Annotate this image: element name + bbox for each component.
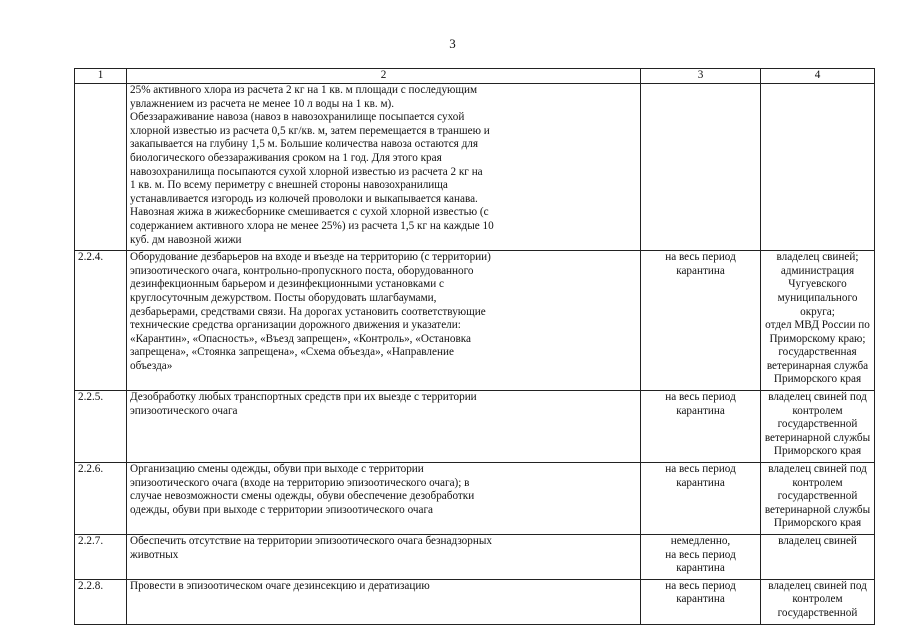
measure-text-line: Навозная жижа в жижесборнике смешивается с сухой хлорной известью (с [130,206,489,219]
deadline [641,535,761,580]
deadline [641,463,761,535]
deadline-line: на весь период [665,463,736,476]
responsible-line: администрация [780,264,855,277]
table-body [75,69,875,625]
responsible-line: ветеринарной службы [764,503,871,516]
table-row [75,535,875,580]
responsible-line: муниципального округа; [777,291,858,318]
table-row [75,84,875,251]
measure-text-line: одежды, обуви при выходе с территории эпизоотического очага [130,503,434,516]
measure-text-line: технические средства организации дорожного движения и указатели: [130,319,461,332]
measure-text [127,251,641,391]
item-number [75,84,127,251]
responsible-line: ветеринарной службы [764,431,871,444]
page-number: 3 [449,36,456,51]
table-row [75,579,875,624]
measure-text [127,463,641,535]
item-number: 2.2.4. [75,251,127,391]
deadline [641,579,761,624]
responsible [761,391,875,463]
measure-text-line: Провести в эпизоотическом очаге дезинсекцию и дератизацию [130,579,430,592]
responsible-line: Приморского края [773,445,862,458]
responsible-line: владелец свиней под [768,579,867,592]
measure-text [127,391,641,463]
measure-text-line: дезбарьерами, средствами связи. На дорогах установить соответствующие [130,305,486,318]
measure-text-line: 25% активного хлора из расчета 2 кг на 1 кв. м площади с последующим [130,84,478,96]
responsible [761,84,875,251]
table-row [75,463,875,535]
responsible-line: владелец свиней [778,535,857,547]
deadline-line: на весь период [665,251,736,264]
measure-text-line: Обеззараживание навоза (навоз в навозохранилище посыпается сухой [130,111,465,124]
responsible [761,463,875,535]
measure-text-line: круглосуточным дежурством. Посты оборудовать шлагбаумами, [130,291,437,304]
deadline-line: на весь период [665,548,736,561]
measure-text-line: хлорной известью из расчета 0,5 кг/кв. м, затем перемещается в траншею и [130,124,490,137]
responsible [761,579,875,624]
responsible [761,251,875,391]
responsible-line: Приморскому краю; [769,332,866,345]
measure-text [127,84,641,251]
responsible-line: Приморского края [773,373,862,386]
item-number: 2.2.5. [75,391,127,463]
responsible-line: владелец свиней под [768,463,867,476]
measure-text-line: Дезобработку любых транспортных средств при их выезде с территории [130,391,477,404]
measure-text-line: навозохранилища посыпаются сухой хлорной известью из расчета 2 кг на [130,165,483,178]
responsible [761,535,875,580]
measure-text-line: биологического обеззараживания сроком на 1 год. Для этого края [130,151,442,164]
responsible-line: контролем государственной [777,476,858,503]
measure-text-line: увлажнением из расчета не менее 10 л воды на 1 кв. м). [130,97,395,110]
deadline [641,84,761,251]
responsible-line: отдел МВД России по [765,319,870,332]
deadline-line: немедленно, [670,535,731,547]
measure-text-line: Оборудование дезбарьеров на входе и въезде на территорию (с территории) [130,251,491,264]
table-header-row [75,69,875,84]
measure-text-line: эпизоотического очага, контрольно-пропускного поста, оборудованного [130,264,474,277]
measure-text-line: Обеспечить отсутствие на территории эпизоотического очага безнадзорных [130,535,492,547]
measure-text-line: устанавливается изгородь из колючей проволоки и выкапывается канава. [130,192,478,205]
measure-text-line: куб. дм навозной жижи [130,233,242,246]
measure-text-line: эпизоотического очага [130,404,238,417]
measure-text-line: 1 кв. м. По всему периметру с внешней стороны навозохранилища [130,179,448,192]
table-row [75,251,875,391]
responsible-line: владелец свиней; [776,251,859,264]
table-row [75,391,875,463]
item-number: 2.2.6. [75,463,127,535]
column-header-4: 4 [761,69,875,84]
deadline-line: карантина [676,562,725,575]
measure-text-line: случае невозможности смены одежды, обуви обеспечение дезобработки [130,490,475,503]
responsible-line: государственная [778,346,857,359]
measure-text-line: «Карантин», «Опасность», «Въезд запрещен», «Контроль», «Остановка [130,332,471,345]
item-number: 2.2.7. [75,535,127,580]
column-header-1: 1 [75,69,127,84]
deadline [641,251,761,391]
responsible-line: Приморского края [773,517,862,530]
item-number: 2.2.8. [75,579,127,624]
deadline-line: на весь период [665,391,736,404]
deadline [641,391,761,463]
measure-text-line: животных [130,548,179,561]
responsible-line: контролем государственной [777,404,858,431]
measure-text-line: эпизоотического очага (входе на территорию эпизоотического очага); в [130,476,470,489]
responsible-line: Чугуевского [788,278,847,291]
measures-table [74,68,875,625]
column-header-2: 2 [127,69,641,84]
column-header-3: 3 [641,69,761,84]
measure-text-line: содержанием активного хлора не менее 25%) из расчета 1,5 кг на каждые 10 [130,219,494,232]
deadline-line: карантина [676,476,725,489]
responsible-line: контролем государственной [777,593,858,619]
responsible-line: владелец свиней под [768,391,867,404]
measure-text-line: дезинфекционным барьером и дезинфекционными установками с [130,278,444,291]
deadline-line: карантина [676,593,725,606]
responsible-line: ветеринарная служба [766,359,869,372]
measure-text-line: объезда» [130,359,173,372]
measure-text [127,579,641,624]
measure-text-line: запрещена», «Стоянка запрещена», «Схема объезда», «Направление [130,346,454,359]
measure-text [127,535,641,580]
measure-text-line: закапывается на глубину 1,5 м. Большие количества навоза остаются для [130,138,479,151]
deadline-line: на весь период [665,579,736,592]
deadline-line: карантина [676,404,725,417]
measure-text-line: Организацию смены одежды, обуви при выходе с территории [130,463,424,476]
deadline-line: карантина [676,264,725,277]
